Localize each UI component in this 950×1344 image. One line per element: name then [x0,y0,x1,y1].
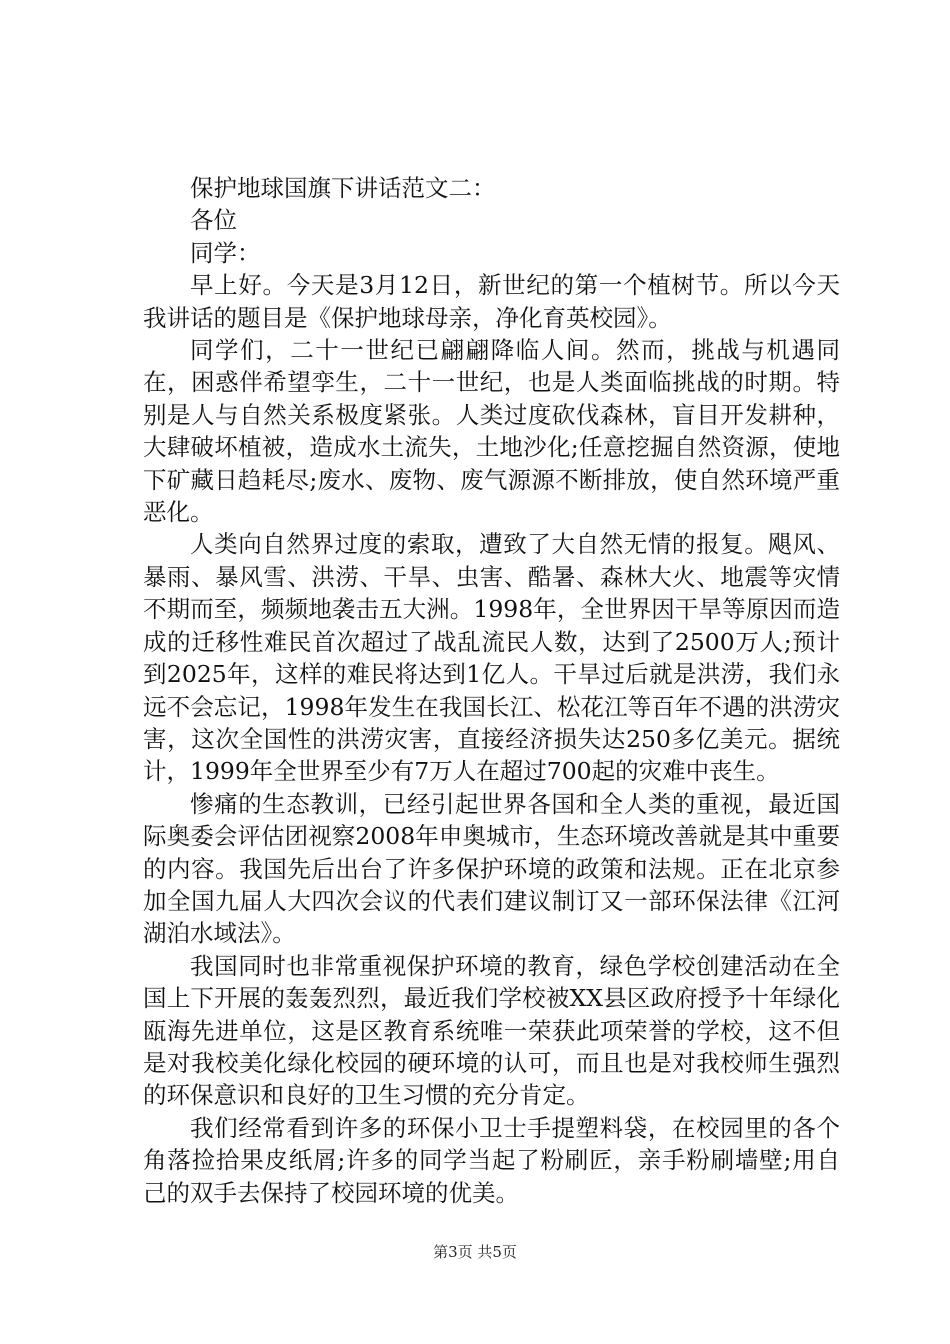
paragraph-intro: 早上好。今天是3月12日，新世纪的第一个植树节。所以今天我讲话的题目是《保护地球母亲，净化育英校园》。 [143,271,840,332]
paragraph-campus: 我们经常看到许多的环保小卫士手提塑料袋，在校园里的各个角落捡拾果皮纸屑;许多的同学当起了粉刷匠，亲手粉刷墙壁;用自己的双手去保持了校园环境的优美。 [143,1113,840,1207]
speech-title: 保护地球国旗下讲话范文二： [190,174,496,202]
page-number-footer: 第3页 共5页 [433,1243,517,1261]
document-body [143,172,840,1209]
paragraph-challenges: 同学们，二十一世纪已翩翩降临人间。然而，挑战与机遇同在，困惑伴希望孪生，二十一世纪，也是人类面临挑战的时期。特别是人与自然关系极度紧张。人类过度砍伐森林，盲目开发耕种，大肆破坏植被，造成水土流失，土地沙化;任意挖掘自然资源，使地下矿藏日趋耗尽;废水、废物、废气源源不断排放，使自然环境严重恶化。 [143,336,840,527]
paragraph-lessons: 惨痛的生态教训，已经引起世界各国和全人类的重视，最近国际奥委会评估团视察2008年申奥城市，生态环境改善就是其中重要的内容。我国先后出台了许多保护环境的政策和法规。正在北京参加全国九届人大四次会议的代表们建议制订又一部环保法律《江河湖泊水域法》。 [143,789,840,948]
greeting-line-2: 同学： [190,238,261,267]
paragraph-education: 我国同时也非常重视保护环境的教育，绿色学校创建活动在全国上下开展的轰轰烈烈，最近我们学校被XX县区政府授予十年绿化瓯海先进单位，这是区教育系统唯一荣获此项荣誉的学校，这不但是对我校美化绿化校园的硬环境的认可，而且也是对我校师生强烈的环保意识和良好的卫生习惯的充分肯定。 [143,951,840,1110]
paragraph-disasters: 人类向自然界过度的索取，遭致了大自然无情的报复。飓风、暴雨、暴风雪、洪涝、干旱、虫害、酷暑、森林大火、地震等灾情不期而至，频频地袭击五大洲。1998年，全世界因干旱等原因而造成的迁移性难民首次超过了战乱流民人数，达到了2500万人;预计到2025年，这样的难民将达到1亿人。干旱过后就是洪涝，我们永远不会忘记，1998年发生在我国长江、松花江等百年不遇的洪涝灾害，这次全国性的洪涝灾害，直接经济损失达250多亿美元。据统计，1999年全世界至少有7万人在超过700起的灾难中丧生。 [143,530,840,786]
greeting-line-1: 各位 [190,206,237,235]
